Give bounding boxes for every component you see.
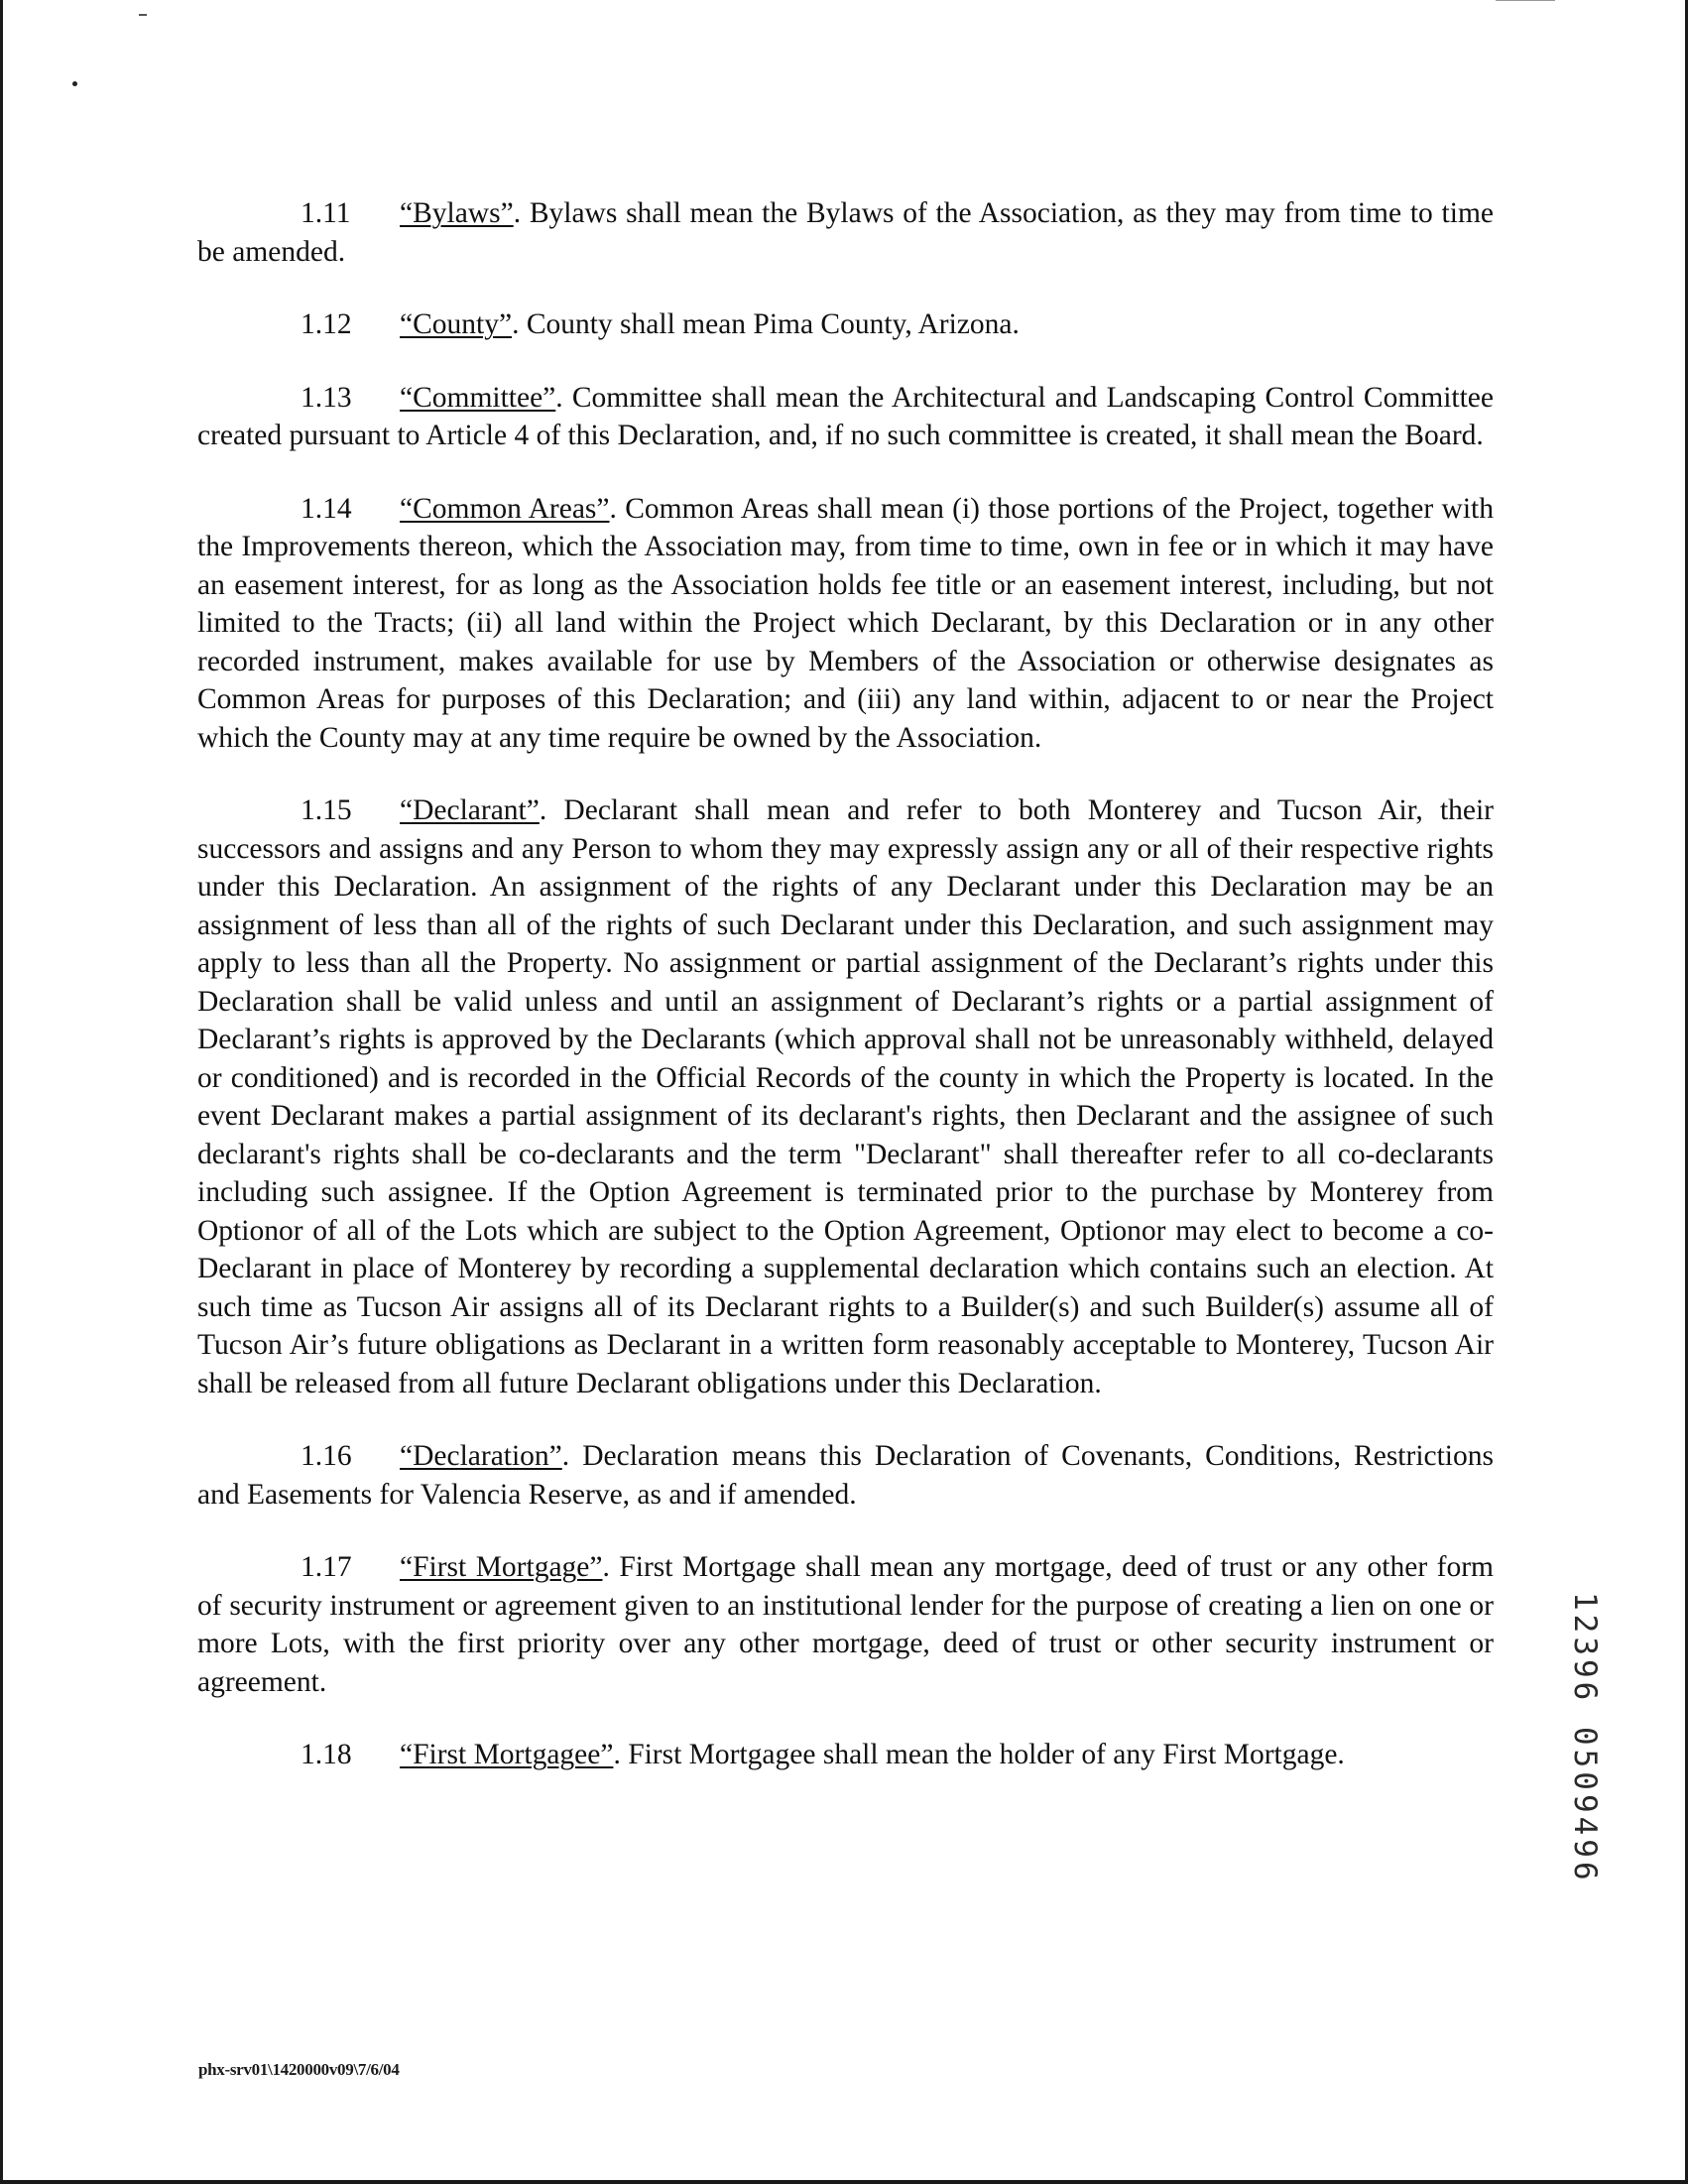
section-text: . Declarant shall mean and refer to both Monterey and Tucson Air, their successors and assigns and any Person to whom they may expressly assign any or all of their respective rights under this Declaration. An assignment of the rights of any Declarant under this Declaration may be an assignment of less than all of the rights of such Declarant under this Declaration, and such assignment may apply to less than all the Property. No assignment or partial assignment of the Declarant’s rights under this Declaration shall be valid unless and until an assignment of Declarant’s rights or a partial assignment of Declarant’s rights is approved by the Declarants (which approval shall not be unreasonably withheld, delayed or conditioned) and is recorded in the Official Records of the county in which the Property is located. In the event Declarant makes a partial assignment of its declarant's rights, then Declarant and the assignee of such declarant's rights shall be co-declarants and the term "Declarant" shall thereafter refer to all co-declarants including such assignee. If the Option Agreement is terminated prior to the purchase by Monterey from Optionor of all of the Lots which are subject to the Option Agreement, Optionor may elect to become a co-Declarant in place of Monterey by recording a supplemental declaration which contains such an election. At such time as Tucson Air assigns all of its Declarant rights to a Builder(s) and such Builder(s) assume all of Tucson Air’s future obligations as Declarant in a written form reasonably acceptable to Monterey, Tucson Air shall be released from all future Declarant obligations under this Declaration.	[197, 794, 1494, 1399]
section-number: 1.12	[301, 308, 352, 340]
definition-section	[197, 305, 1494, 344]
section-number: 1.11	[301, 197, 351, 229]
document-body	[197, 194, 1494, 1809]
section-number: 1.17	[301, 1551, 352, 1583]
section-text: . Committee shall mean the Architectural and Landscaping Control Committee created pursuant to Article 4 of this Declaration, and, if no such committee is created, it shall mean the Board.	[197, 381, 1494, 451]
section-number: 1.13	[301, 381, 352, 414]
section-text: . Common Areas shall mean (i) those portions of the Project, together with the Improvements thereon, which the Association may, from time to time, own in fee or in which it may have an easement interest, for as long as the Association holds fee title or an easement interest, including, but not limited to the Tracts; (ii) all land within the Project which Declarant, by this Declaration or in any other recorded instrument, makes available for use by Members of the Association or otherwise designates as Common Areas for purposes of this Declaration; and (iii) any land within, adjacent to or near the Project which the County may at any time require be owned by the Association.	[197, 492, 1494, 754]
defined-term: “First Mortgagee”	[400, 1739, 614, 1770]
defined-term: “First Mortgage”	[400, 1551, 603, 1583]
definition-section	[197, 379, 1494, 455]
defined-term: “Declaration”	[400, 1440, 562, 1472]
defined-term: “Committee”	[400, 381, 556, 414]
definition-section	[197, 1548, 1494, 1701]
definition-section	[197, 490, 1494, 758]
section-number: 1.16	[301, 1440, 352, 1472]
section-number: 1.14	[301, 492, 352, 525]
section-text: . Declaration means this Declaration of Covenants, Conditions, Restrictions and Easements for Valencia Reserve, as and if amended.	[197, 1440, 1494, 1511]
footer-document-reference: phx-srv01\1420000v09\7/6/04	[198, 2060, 400, 2079]
definition-section	[197, 1437, 1494, 1514]
defined-term: “Bylaws”	[400, 197, 514, 229]
recording-stamp-text: 12396 0509496	[1567, 1592, 1603, 1884]
scan-mark	[1496, 0, 1555, 1]
scan-mark	[139, 14, 147, 16]
section-text: . Bylaws shall mean the Bylaws of the Association, as they may from time to time be amended.	[197, 197, 1494, 268]
definition-section	[197, 791, 1494, 1402]
section-number: 1.18	[301, 1739, 352, 1770]
defined-term: “Common Areas”	[400, 492, 610, 525]
scan-speck	[72, 81, 77, 86]
defined-term: “County”	[400, 308, 513, 340]
section-text: . First Mortgagee shall mean the holder of any First Mortgage.	[613, 1739, 1345, 1770]
defined-term: “Declarant”	[400, 794, 540, 826]
definition-section	[197, 194, 1494, 271]
scan-border-left	[0, 0, 3, 2184]
section-text: . First Mortgage shall mean any mortgage, deed of trust or any other form of security instrument or agreement given to an institutional lender for the purpose of creating a lien on one or more Lots, with the first priority over any other mortgage, deed of trust or other security instrument or agreement.	[197, 1551, 1494, 1698]
scan-border-bottom	[0, 2180, 1688, 2184]
section-number: 1.15	[301, 794, 352, 826]
section-text: . County shall mean Pima County, Arizona.	[512, 308, 1020, 340]
recording-stamp	[1567, 1592, 1621, 1884]
definition-section	[197, 1736, 1494, 1774]
